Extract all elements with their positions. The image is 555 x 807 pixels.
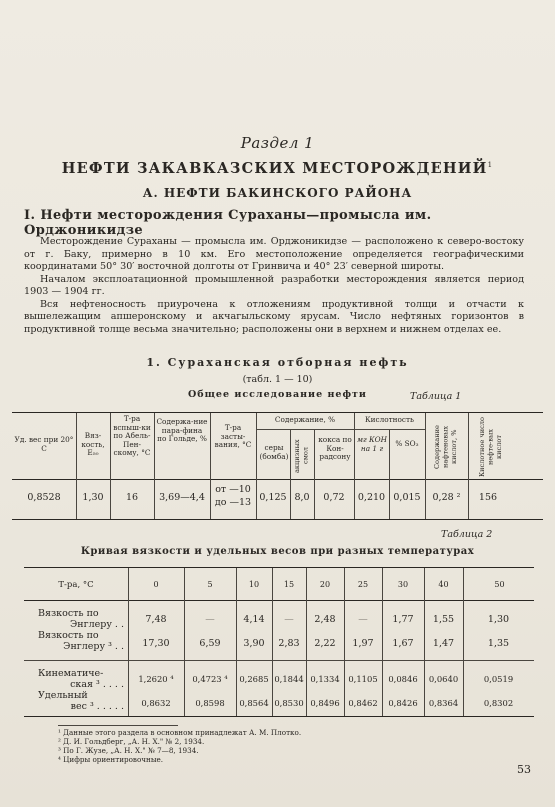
- paragraph-location: Месторождение Сураханы — промысла им. Орджоникидзе — расположено к северо-востоку от г. Баку, примерно в 10 км. Его местоположение определяется географическими координатами 50° 30′ восточной долготы от Гринвича и 40° 23′ северной широты.: [24, 236, 524, 272]
- table2-label: Таблица 2: [441, 529, 493, 540]
- table2-cell: 0,8598: [195, 698, 225, 708]
- td-viscosity: 1,30: [82, 492, 104, 503]
- row-label-kinematic-b: ская ³ . . . .: [70, 679, 124, 690]
- td-koh: 0,210: [357, 492, 386, 503]
- table2-cell: 2,83: [278, 638, 300, 649]
- table2-top-rule: [24, 567, 534, 568]
- row-label-viscosity-2b: Энглеру ³ . .: [63, 641, 124, 652]
- table1-top-rule: [12, 412, 543, 413]
- table2-cell: 2,48: [314, 614, 336, 625]
- footnote-3: ³ По Г. Жузе, „А. Н. Х." № 7—8, 1934.: [58, 746, 199, 755]
- table1-caption: Общее исследование нефти: [188, 389, 367, 400]
- table2-cell: 6,59: [199, 638, 221, 649]
- section-title: Раздел 1: [240, 134, 315, 152]
- table2-cell: 1,77: [392, 614, 414, 625]
- table2-cell: 0,1844: [274, 674, 304, 684]
- th-density: Уд. вес при 20° С: [14, 435, 74, 453]
- table2-cell: 1,30: [487, 614, 510, 625]
- th-naphthenic-acids: Содержание нафтеновых кислот, %: [433, 425, 459, 469]
- paragraph-start: Началом эксплоатационной промышленной разработки месторождения является период 1903 — 1904 гг.: [24, 273, 524, 297]
- td-pour-point-1: от —10: [215, 484, 251, 495]
- th-temp-15: 15: [283, 580, 295, 589]
- footnote-1: ¹ Данные этого раздела в основном принадлежат А. М. Плотко.: [58, 728, 302, 737]
- table2-cell: 1,67: [392, 638, 414, 649]
- table2-cell: 1,35: [487, 638, 510, 649]
- th-pour-point: Т-ра засты-вания, °С: [214, 423, 252, 450]
- table2-cell: 0,8632: [141, 698, 171, 708]
- table2-caption: Кривая вязкости и удельных весов при разных температурах: [80, 546, 475, 557]
- table2-cell: 0,1334: [310, 674, 340, 684]
- chapter-title: I. Нефти месторождения Сураханы—промысла им. Орджоникидзе: [24, 208, 432, 238]
- paragraph-oil-bearing: Вся нефтеносность приурочена к отложениям продуктивной толщи и отчасти к вышележащим апшеронскому и акчагыльскому ярусам. Число нефтяных горизонтов в продуктивной толще весьма значительно; расположены они в верхнем и нижнем отделах ее.: [24, 298, 524, 335]
- th-flash-point: Т-ра вспыш-ки по Абель-Пен-скому, °С: [113, 414, 151, 458]
- table2-cell: 0,8564: [239, 698, 269, 708]
- main-title-note: 1: [487, 161, 494, 170]
- table2-cell: 17,30: [142, 638, 170, 649]
- main-title: НЕФТИ ЗАКАВКАЗСКИХ МЕСТОРОЖДЕНИЙ$^1$: [61, 160, 494, 177]
- th-temp-40: 40: [438, 580, 449, 589]
- row-label-kinematic-a: Кинематиче-: [38, 668, 104, 679]
- th-content-group: Содержание, %: [274, 415, 336, 424]
- td-naphthenic-acids: 0,28 ²: [432, 492, 461, 503]
- td-coke: 0,72: [323, 492, 345, 503]
- footnote-2: ² Д. И. Гольдберг, „А. Н. Х." № 2, 1934.: [58, 737, 205, 746]
- page-number: 53: [517, 763, 531, 776]
- td-pour-point-2: до —13: [214, 497, 252, 508]
- table1-ref: (табл. 1 — 10): [242, 374, 313, 385]
- row-label-density-a: Удельный: [38, 690, 88, 701]
- subsection-title: А. НЕФТИ БАКИНСКОГО РАЙОНА: [142, 186, 413, 200]
- table2-cell: 0,8364: [428, 698, 459, 708]
- body-text: [24, 236, 524, 336]
- th-koh: мг КОН на 1 г: [356, 435, 388, 453]
- table2-cell: 1,55: [432, 614, 455, 625]
- table2-cell: 0,8462: [348, 698, 378, 708]
- th-temp-50: 50: [494, 580, 505, 589]
- table2-cell: 7,48: [145, 614, 167, 625]
- footnote-4: ⁴ Цифры ориентировочные.: [58, 755, 164, 764]
- table2-header-rule: [24, 600, 534, 601]
- table2-cell: 2,22: [314, 638, 336, 649]
- table2-cell: 0,2685: [239, 674, 269, 684]
- th-acidity-group: Кислотность: [364, 415, 414, 424]
- th-temp-5: 5: [207, 580, 213, 589]
- table2-cell: —: [205, 614, 215, 625]
- table2-cell: 1,97: [352, 638, 374, 649]
- table1-header-rule: [12, 479, 543, 480]
- th-temp-20: 20: [319, 580, 331, 589]
- th-temp-25: 25: [357, 580, 369, 589]
- table2-cell: 3,90: [243, 638, 265, 649]
- td-acid-number: 156: [478, 492, 498, 503]
- table2-cell: 0,8426: [388, 698, 418, 708]
- td-sulfur: 0,125: [259, 492, 287, 503]
- table2-cell: 0,0640: [428, 674, 459, 684]
- table2-cell: 0,0519: [483, 674, 514, 684]
- table2-cell: 0,8302: [483, 698, 514, 708]
- table2-cell: 0,0846: [388, 674, 418, 684]
- table2-cell: —: [284, 614, 294, 625]
- table2-cell: 0,1105: [348, 674, 378, 684]
- th-so3: % SO₃: [395, 439, 419, 448]
- table2-cell: 0,4723 ⁴: [192, 674, 228, 684]
- th-paraffin: Содержа-ние пара-фина по Гольде, %: [156, 417, 208, 444]
- th-resins: акцизных смол: [293, 439, 310, 473]
- th-temp-0: 0: [153, 580, 159, 589]
- table2-bottom-rule: [24, 716, 534, 717]
- row-label-density-b: вес ³ . . . . .: [70, 701, 124, 712]
- th-coke: кокса по Кон-радсону: [318, 435, 352, 462]
- td-paraffin: 3,69—4,4: [159, 492, 205, 503]
- th-temp-30: 30: [397, 580, 409, 589]
- table2-cell: 1,2620 ⁴: [138, 674, 174, 684]
- table1-label: Таблица 1: [410, 391, 462, 402]
- table2-cell: 1,47: [432, 638, 455, 649]
- td-so3: 0,015: [393, 492, 421, 503]
- td-flash-point: 16: [125, 492, 139, 503]
- th-temp-10: 10: [248, 580, 260, 589]
- th-sulfur: серы (бомба): [259, 443, 289, 461]
- th-viscosity: Вяз-кость, Е₅₀: [81, 431, 105, 458]
- table2-cell: 0,8530: [274, 698, 304, 708]
- footnote-rule: [58, 725, 178, 726]
- th-temperature: Т-ра, °С: [58, 580, 94, 590]
- table2-cell: 0,8496: [310, 698, 340, 708]
- row-label-viscosity-1b: Энглеру . .: [70, 619, 124, 630]
- row-label-viscosity-2a: Вязкость по: [38, 630, 99, 641]
- table1-bottom-rule: [12, 519, 543, 520]
- subheading: 1. Сураханская отборная нефть: [146, 356, 409, 369]
- td-resins: 8,0: [294, 492, 310, 503]
- table2-cell: 4,14: [243, 614, 265, 625]
- table2-cell: —: [358, 614, 368, 625]
- th-acid-number: Кислотное число нефте-вых кислот: [478, 417, 504, 477]
- td-density: 0,8528: [27, 492, 61, 503]
- row-label-viscosity-1a: Вязкость по: [38, 608, 99, 619]
